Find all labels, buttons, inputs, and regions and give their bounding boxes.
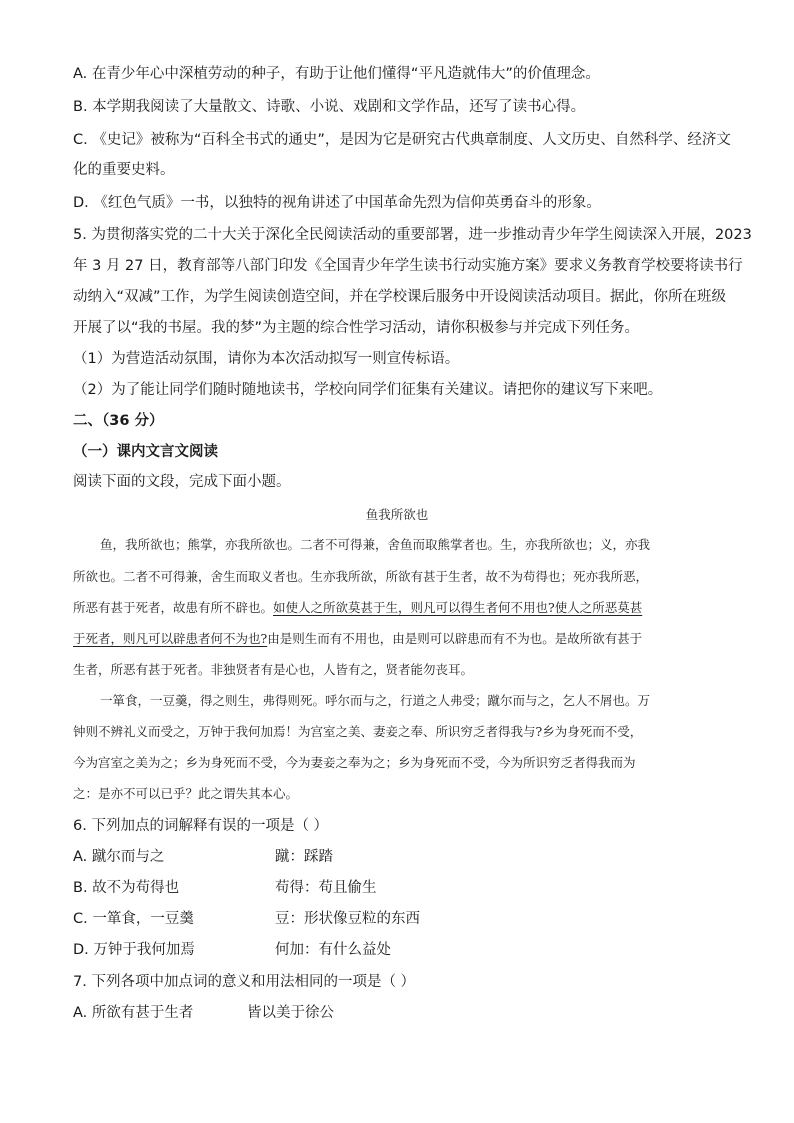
option-4c-line2: 化的重要史料。 — [73, 162, 175, 178]
question-5-sub2: （2）为了能让同学们随时随地读书，学校向同学们征集有关建议。请把你的建议写下来吧。 — [73, 382, 663, 398]
question-6-option-a-gloss: 蹴：踩踏 — [275, 849, 333, 865]
passage-p1-line4 — [73, 630, 642, 648]
question-5-line3: 动纳入“双减”工作，为学生阅读创造空间，并在学校课后服务中开设阅读活动项目。据此，你所在班级 — [73, 289, 727, 305]
option-4a: A. 在青少年心中深植劳动的种子，有助于让他们懂得“平凡造就伟大”的价值理念。 — [73, 66, 600, 82]
option-4b: B. 本学期我阅读了大量散文、诗歌、小说、戏剧和文学作品，还写了读书心得。 — [73, 99, 586, 115]
question-5-line2: 年 3 月 27 日，教育部等八部门印发《全国青少年学生读书行动实施方案》要求义务教育学校要将读书行 — [73, 258, 743, 274]
option-4d: D. 《红色气质》一书，以独特的视角讲述了中国革命先烈为信仰英勇奋斗的形象。 — [73, 195, 601, 211]
question-6-option-b: B. 故不为苟得也 — [73, 880, 180, 896]
underlined-sentence: 于死者，则凡可以辟患者何不为也? — [73, 631, 268, 646]
question-5-line1: 5. 为贯彻落实党的二十大关于深化全民阅读活动的重要部署，进一步推动青少年学生阅读深入开展，2023 — [73, 227, 752, 243]
section-subheading: （一）课内文言文阅读 — [73, 444, 218, 460]
passage-p1-line5: 生者，所恶有甚于死者。非独贤者有是心也，人皆有之，贤者能勿丧耳。 — [73, 662, 474, 677]
passage-p2-line2: 钟则不辨礼义而受之，万钟于我何加焉！为宫室之美、妻妾之奉、所识穷乏者得我与?乡为身死而不受， — [73, 724, 643, 739]
passage-p2-line4: 之：是亦不可以已乎？此之谓失其本心。 — [73, 786, 299, 801]
question-6-option-c-gloss: 豆：形状像豆粒的东西 — [275, 911, 420, 927]
question-6-option-a: A. 蹴尔而与之 — [73, 849, 165, 865]
question-6-option-b-gloss: 苟得：苟且偷生 — [275, 880, 377, 896]
passage-p1-line1: 鱼，我所欲也；熊掌，亦我所欲也。二者不可得兼，舍鱼而取熊掌者也。生，亦我所欲也；义，亦我 — [100, 537, 651, 552]
section-heading: 二、（36 分） — [73, 413, 164, 429]
question-5-sub1: （1）为营造活动氛围，请你为本次活动拟写一则宣传标语。 — [73, 351, 460, 367]
question-7-option-a: A. 所欲有甚于生者 — [73, 1005, 194, 1021]
passage-title: 鱼我所欲也 — [365, 507, 429, 522]
passage-p1-line2: 所欲也。二者不可得兼，舍生而取义者也。生亦我所欲，所欲有甚于生者，故不为苟得也；死亦我所恶， — [73, 569, 649, 584]
question-6-option-c: C. 一箪食，一豆羹 — [73, 911, 194, 927]
passage-p1-line3 — [73, 599, 642, 617]
question-6-stem: 6. 下列加点的词解释有误的一项是（ ） — [73, 818, 329, 834]
reading-instruction: 阅读下面的文段，完成下面小题。 — [73, 474, 291, 490]
passage-plain-text: 由是则生而有不用也，由是则可以辟患而有不为也。是故所欲有甚于 — [267, 631, 643, 646]
question-7-option-a-compare: 皆以美于徐公 — [247, 1005, 334, 1021]
option-4c-line1: C. 《史记》被称为“百科全书式的通史”，是因为它是研究古代典章制度、人文历史、自然科学、经济文 — [73, 132, 731, 148]
underlined-sentence: 如使人之所欲莫甚于生，则凡可以得生者何不用也?使人之所恶莫甚 — [273, 600, 643, 615]
question-6-option-d-gloss: 何加：有什么益处 — [275, 942, 391, 958]
question-5-line4: 开展了以“我的书屋。我的梦”为主题的综合性学习活动，请你积极参与并完成下列任务。 — [73, 320, 640, 336]
passage-plain-text: 所恶有甚于死者，故患有所不辟也。 — [73, 600, 274, 615]
passage-p2-line1: 一箪食，一豆羹，得之则生，弗得则死。呼尔而与之，行道之人弗受；蹴尔而与之，乞人不屑也。万 — [100, 693, 651, 708]
passage-p2-line3: 今为宫室之美为之；乡为身死而不受，今为妻妾之奉为之；乡为身死而不受，今为所识穷乏者得我而为 — [73, 755, 636, 770]
question-6-option-d: D. 万钟于我何加焉 — [73, 942, 195, 958]
question-7-stem: 7. 下列各项中加点词的意义和用法相同的一项是（ ） — [73, 974, 416, 990]
